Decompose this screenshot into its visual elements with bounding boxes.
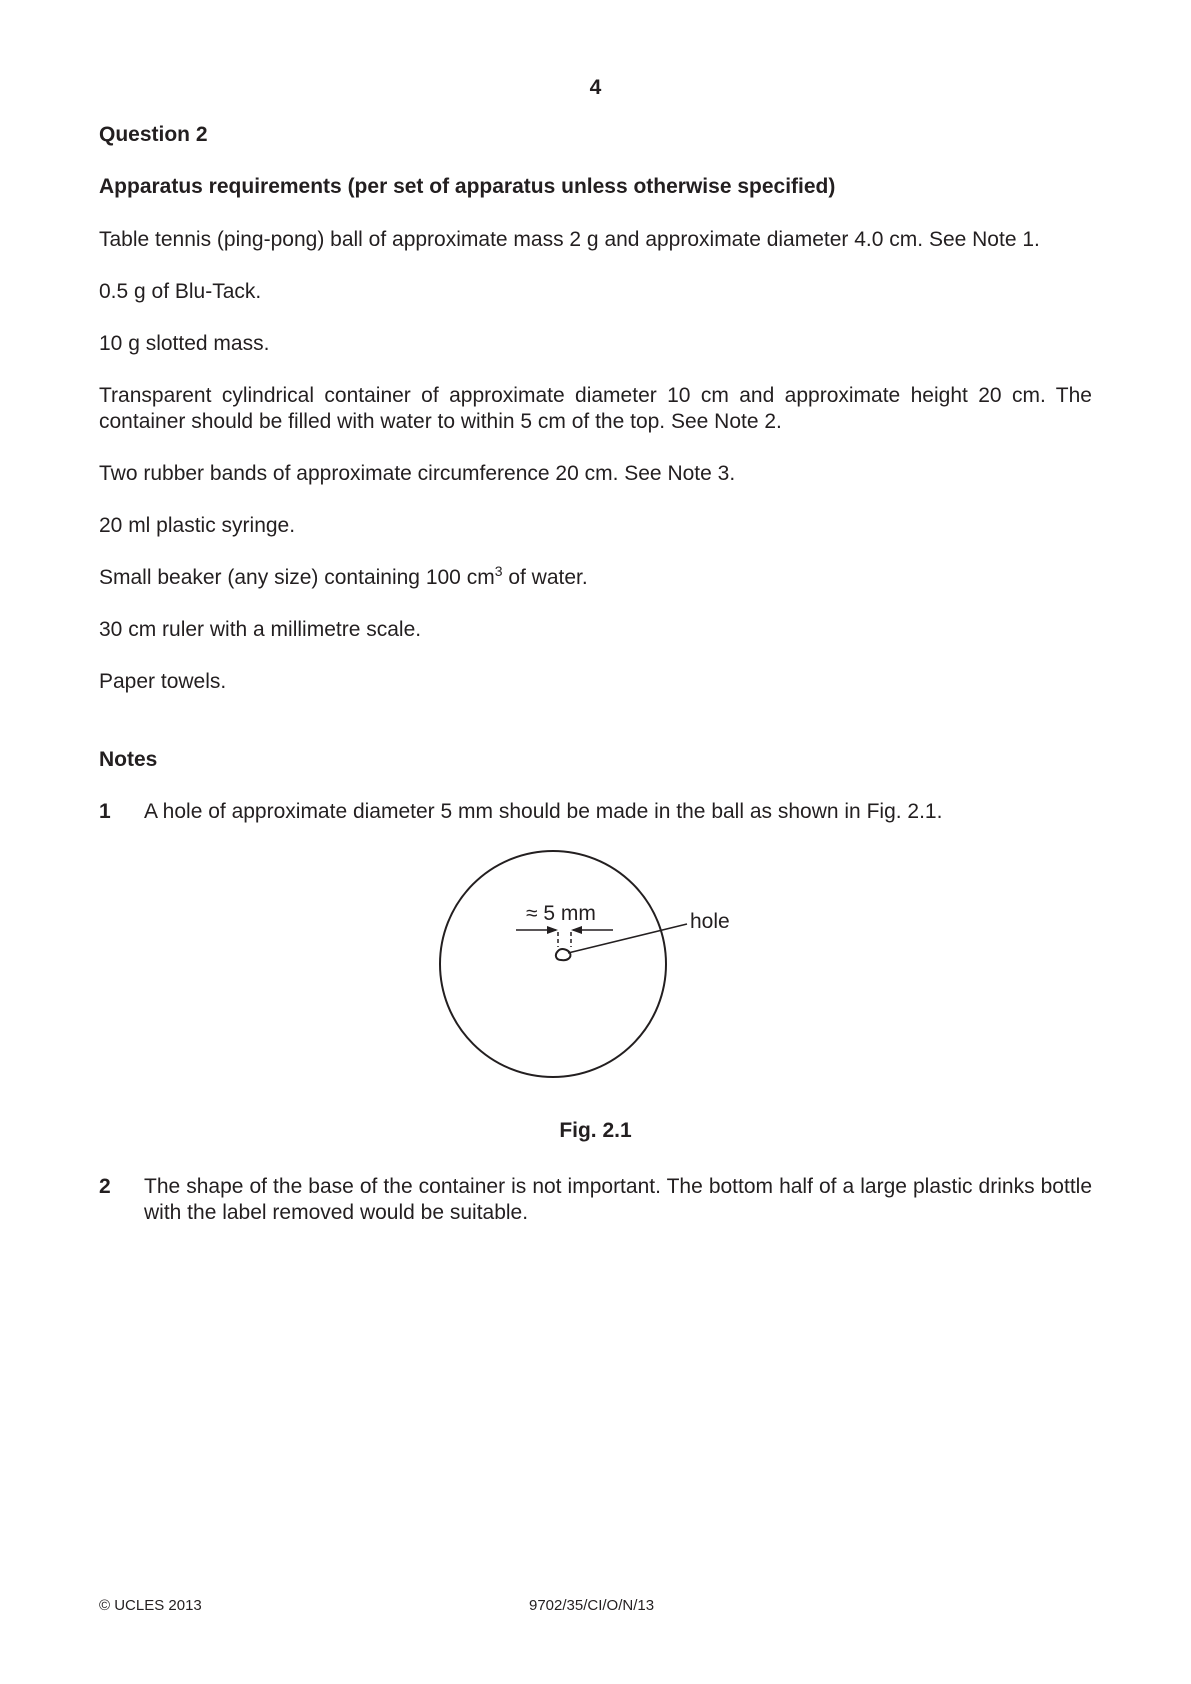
apparatus-ruler: 30 cm ruler with a millimetre scale.	[99, 618, 422, 641]
hole-leader-line	[568, 924, 687, 953]
ball-outline	[440, 851, 666, 1077]
question-heading: Question 2	[99, 123, 208, 146]
beaker-text-end: of water.	[502, 566, 588, 589]
apparatus-ball: Table tennis (ping-pong) ball of approximate mass 2 g and approximate diameter 4.0 cm. See Note 1.	[99, 228, 1040, 251]
dimension-arrowhead-left	[547, 926, 558, 934]
apparatus-towels: Paper towels.	[99, 670, 227, 693]
apparatus-heading: Apparatus requirements (per set of apparatus unless otherwise specified)	[99, 175, 836, 198]
ping-pong-ball-figure	[420, 840, 780, 1100]
footer-code: 9702/35/CI/O/N/13	[529, 1597, 655, 1614]
note-1-text: A hole of approximate diameter 5 mm should be made in the ball as shown in Fig. 2.1.	[144, 800, 943, 823]
note-1-number: 1	[99, 800, 111, 823]
hole-shape	[556, 949, 571, 960]
notes-heading: Notes	[99, 748, 158, 771]
apparatus-slotted-mass: 10 g slotted mass.	[99, 332, 270, 355]
beaker-superscript: 3	[494, 563, 503, 579]
apparatus-syringe: 20 ml plastic syringe.	[99, 514, 296, 537]
apparatus-rubber-bands: Two rubber bands of approximate circumference 20 cm. See Note 3.	[99, 462, 736, 485]
note-2-number: 2	[99, 1175, 111, 1198]
dimension-label: ≈ 5 mm	[526, 902, 596, 925]
beaker-text: Small beaker (any size) containing 100 cm	[99, 566, 495, 589]
footer-copyright: © UCLES 2013	[99, 1597, 202, 1614]
figure-caption: Fig. 2.1	[559, 1119, 632, 1142]
apparatus-beaker	[99, 565, 588, 591]
note-2-text: The shape of the base of the container is not important. The bottom half of a large plastic drinks bottle with the label removed would be suitable.	[144, 1175, 1092, 1224]
apparatus-blutack: 0.5 g of Blu-Tack.	[99, 280, 262, 303]
page-number: 4	[589, 76, 602, 99]
dimension-arrowhead-right	[571, 926, 582, 934]
hole-label: hole	[690, 910, 730, 933]
apparatus-container: Transparent cylindrical container of approximate diameter 10 cm and approximate height 20 cm. The container should be filled with water to within 5 cm of the top. See Note 2.	[99, 384, 1092, 433]
